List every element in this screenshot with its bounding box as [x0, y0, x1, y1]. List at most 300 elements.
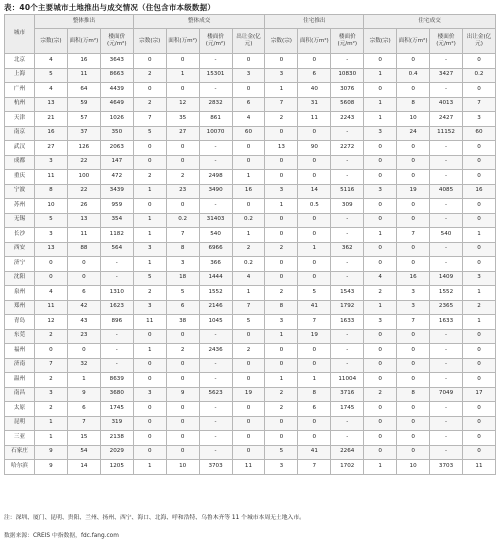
value-cell: 2 — [166, 170, 199, 185]
value-cell: - — [430, 416, 463, 431]
value-cell: 9 — [166, 387, 199, 402]
value-cell: 1 — [166, 68, 199, 83]
value-cell: 0 — [298, 431, 331, 446]
value-cell: 16 — [232, 184, 265, 199]
value-cell: 2 — [35, 402, 68, 417]
value-cell: 0 — [265, 213, 298, 228]
value-cell: 959 — [100, 199, 133, 214]
value-cell: 0 — [133, 373, 166, 388]
value-cell: 3 — [462, 271, 495, 286]
value-cell: - — [100, 271, 133, 286]
value-cell: 22 — [67, 184, 100, 199]
value-cell: 19 — [232, 387, 265, 402]
value-cell: 0 — [166, 54, 199, 69]
value-cell: 3 — [265, 184, 298, 199]
value-cell: 0 — [298, 344, 331, 359]
value-cell: 38 — [166, 315, 199, 330]
sub-header: 宗数(宗) — [133, 29, 166, 54]
value-cell: 4649 — [100, 97, 133, 112]
value-cell: 3 — [133, 242, 166, 257]
value-cell: 1552 — [199, 286, 232, 301]
value-cell: 0 — [265, 271, 298, 286]
table-row — [5, 402, 496, 417]
value-cell: 7 — [298, 315, 331, 330]
city-cell: 杭州 — [5, 97, 35, 112]
sub-header: 面积(万m²) — [397, 29, 430, 54]
sub-header: 面积(万m²) — [67, 29, 100, 54]
value-cell: - — [430, 170, 463, 185]
value-cell: 0 — [397, 141, 430, 156]
value-cell: 7 — [265, 97, 298, 112]
value-cell: 319 — [100, 416, 133, 431]
city-cell: 郑州 — [5, 300, 35, 315]
value-cell: 1 — [462, 228, 495, 243]
value-cell: 7 — [232, 300, 265, 315]
sub-header: 楼面价(元/m²) — [331, 29, 364, 54]
group-header: 整体成交 — [133, 15, 265, 29]
value-cell: 0 — [133, 83, 166, 98]
value-cell: 0 — [133, 358, 166, 373]
value-cell: 0 — [364, 329, 397, 344]
value-cell: - — [199, 445, 232, 460]
value-cell: 10 — [397, 112, 430, 127]
sub-header: 宗数(宗) — [35, 29, 68, 54]
value-cell: 11 — [232, 460, 265, 475]
value-cell: 0 — [364, 199, 397, 214]
value-cell: 6 — [67, 402, 100, 417]
value-cell: 0 — [298, 271, 331, 286]
value-cell: 0 — [166, 402, 199, 417]
value-cell: 0 — [364, 445, 397, 460]
value-cell: 13 — [35, 242, 68, 257]
value-cell: 0 — [462, 358, 495, 373]
value-cell: 0 — [462, 416, 495, 431]
value-cell: 3 — [364, 126, 397, 141]
table-row — [5, 460, 496, 475]
value-cell: 0 — [265, 126, 298, 141]
sub-header-row — [5, 29, 496, 54]
city-cell: 哈尔滨 — [5, 460, 35, 475]
value-cell: - — [430, 155, 463, 170]
value-cell: 7 — [67, 416, 100, 431]
value-cell: 4085 — [430, 184, 463, 199]
value-cell: 2 — [364, 387, 397, 402]
value-cell: 0 — [397, 54, 430, 69]
value-cell: 1 — [232, 228, 265, 243]
table-row — [5, 387, 496, 402]
value-cell: - — [430, 329, 463, 344]
value-cell: 0 — [462, 402, 495, 417]
value-cell: 2146 — [199, 300, 232, 315]
value-cell: 10 — [397, 460, 430, 475]
value-cell: 0 — [298, 416, 331, 431]
value-cell: - — [199, 373, 232, 388]
value-cell: 7 — [298, 460, 331, 475]
table-row — [5, 271, 496, 286]
value-cell: 6 — [298, 68, 331, 83]
value-cell: 4013 — [430, 97, 463, 112]
city-cell: 三亚 — [5, 431, 35, 446]
value-cell: 0 — [364, 170, 397, 185]
value-cell: - — [100, 358, 133, 373]
value-cell: 0.2 — [232, 213, 265, 228]
table-row — [5, 416, 496, 431]
value-cell: 0 — [462, 344, 495, 359]
value-cell: 1 — [232, 286, 265, 301]
value-cell: 1543 — [331, 286, 364, 301]
value-cell: 90 — [298, 141, 331, 156]
city-cell: 重庆 — [5, 170, 35, 185]
value-cell: 2 — [166, 344, 199, 359]
value-cell: 10830 — [331, 68, 364, 83]
value-cell: 2 — [35, 329, 68, 344]
value-cell: 11 — [67, 68, 100, 83]
value-cell: 0 — [166, 83, 199, 98]
value-cell: - — [430, 373, 463, 388]
value-cell: 0 — [133, 445, 166, 460]
value-cell: - — [199, 199, 232, 214]
city-cell: 东莞 — [5, 329, 35, 344]
value-cell: 2 — [232, 344, 265, 359]
value-cell: 0 — [397, 242, 430, 257]
value-cell: 0 — [364, 213, 397, 228]
value-cell: 2365 — [430, 300, 463, 315]
value-cell: 21 — [35, 112, 68, 127]
value-cell: - — [100, 257, 133, 272]
value-cell: 5 — [166, 286, 199, 301]
value-cell: 1 — [462, 315, 495, 330]
value-cell: 0 — [364, 402, 397, 417]
value-cell: 0 — [364, 141, 397, 156]
value-cell: 1 — [364, 228, 397, 243]
value-cell: 0 — [397, 83, 430, 98]
value-cell: 5 — [35, 68, 68, 83]
city-cell: 西安 — [5, 242, 35, 257]
value-cell: - — [331, 344, 364, 359]
value-cell: 0 — [397, 155, 430, 170]
value-cell: 5 — [133, 271, 166, 286]
value-cell: 0 — [265, 416, 298, 431]
value-cell: 2138 — [100, 431, 133, 446]
value-cell: 0 — [35, 344, 68, 359]
value-cell: 4 — [232, 271, 265, 286]
table-row — [5, 184, 496, 199]
value-cell: 0 — [133, 141, 166, 156]
value-cell: 0 — [462, 141, 495, 156]
value-cell: 309 — [331, 199, 364, 214]
table-row — [5, 126, 496, 141]
value-cell: - — [331, 155, 364, 170]
value-cell: 1792 — [331, 300, 364, 315]
value-cell: 6 — [67, 286, 100, 301]
value-cell: 12 — [35, 315, 68, 330]
value-cell: 5 — [133, 126, 166, 141]
value-cell: 1 — [265, 199, 298, 214]
value-cell: 40 — [298, 83, 331, 98]
value-cell: 3 — [35, 387, 68, 402]
value-cell: 13 — [67, 213, 100, 228]
value-cell: 11 — [35, 300, 68, 315]
value-cell: 13 — [265, 141, 298, 156]
value-cell: 2 — [232, 242, 265, 257]
value-cell: 11 — [67, 228, 100, 243]
value-cell: 6 — [232, 97, 265, 112]
value-cell: 3490 — [199, 184, 232, 199]
value-cell: 0 — [397, 431, 430, 446]
value-cell: - — [331, 228, 364, 243]
group-header: 住宅推出 — [265, 15, 364, 29]
value-cell: - — [199, 141, 232, 156]
city-header: 城市 — [5, 15, 35, 54]
value-cell: 11152 — [430, 126, 463, 141]
value-cell: - — [331, 213, 364, 228]
value-cell: 1633 — [331, 315, 364, 330]
value-cell: 5 — [35, 213, 68, 228]
value-cell: 2 — [364, 286, 397, 301]
value-cell: 37 — [67, 126, 100, 141]
table-row — [5, 358, 496, 373]
value-cell: 0 — [166, 373, 199, 388]
value-cell: 1 — [265, 329, 298, 344]
value-cell: 362 — [331, 242, 364, 257]
value-cell: 0 — [364, 344, 397, 359]
value-cell: 11 — [35, 170, 68, 185]
value-cell: - — [100, 344, 133, 359]
city-cell: 上海 — [5, 68, 35, 83]
value-cell: - — [331, 358, 364, 373]
value-cell: 42 — [67, 300, 100, 315]
value-cell: 0.2 — [232, 257, 265, 272]
value-cell: 15 — [67, 431, 100, 446]
value-cell: 1 — [364, 300, 397, 315]
sub-header: 宗数(宗) — [265, 29, 298, 54]
value-cell: 3 — [364, 315, 397, 330]
value-cell: 0 — [364, 155, 397, 170]
value-cell: 1 — [133, 460, 166, 475]
value-cell: 861 — [199, 112, 232, 127]
value-cell: 3427 — [430, 68, 463, 83]
value-cell: 1 — [67, 373, 100, 388]
table-row — [5, 97, 496, 112]
value-cell: 8 — [35, 184, 68, 199]
value-cell: 57 — [67, 112, 100, 127]
value-cell: 3 — [35, 228, 68, 243]
value-cell: 0 — [364, 358, 397, 373]
value-cell: 1552 — [430, 286, 463, 301]
value-cell: 1745 — [331, 402, 364, 417]
value-cell: 0.4 — [397, 68, 430, 83]
value-cell: 0 — [364, 373, 397, 388]
value-cell: 9 — [35, 445, 68, 460]
value-cell: 1 — [35, 431, 68, 446]
value-cell: 2 — [265, 286, 298, 301]
value-cell: 8 — [397, 97, 430, 112]
table-row — [5, 431, 496, 446]
value-cell: - — [430, 431, 463, 446]
value-cell: 2 — [265, 387, 298, 402]
value-cell: 1026 — [100, 112, 133, 127]
value-cell: 0 — [133, 329, 166, 344]
table-header — [5, 15, 496, 54]
value-cell: 6966 — [199, 242, 232, 257]
value-cell: - — [199, 402, 232, 417]
value-cell: 2 — [265, 242, 298, 257]
value-cell: 1444 — [199, 271, 232, 286]
value-cell: - — [430, 213, 463, 228]
table-title: 表：40个主要城市土地推出与成交情况（住包含市本级数据） — [4, 3, 216, 12]
city-cell: 沈阳 — [5, 271, 35, 286]
value-cell: 7049 — [430, 387, 463, 402]
value-cell: 0 — [397, 344, 430, 359]
value-cell: 126 — [67, 141, 100, 156]
value-cell: 0 — [298, 228, 331, 243]
value-cell: - — [430, 199, 463, 214]
value-cell: - — [199, 54, 232, 69]
sub-header: 面积(万m²) — [166, 29, 199, 54]
value-cell: - — [331, 54, 364, 69]
value-cell: 3 — [397, 286, 430, 301]
value-cell: 354 — [100, 213, 133, 228]
value-cell: 3 — [265, 460, 298, 475]
value-cell: 2063 — [100, 141, 133, 156]
value-cell: 2 — [133, 286, 166, 301]
value-cell: - — [430, 257, 463, 272]
value-cell: 350 — [100, 126, 133, 141]
value-cell: 0 — [462, 373, 495, 388]
value-cell: 41 — [298, 445, 331, 460]
value-cell: 0 — [298, 54, 331, 69]
table-row — [5, 112, 496, 127]
value-cell: 0 — [67, 344, 100, 359]
value-cell: 0 — [397, 402, 430, 417]
value-cell: 0 — [298, 358, 331, 373]
value-cell: 0 — [232, 199, 265, 214]
value-cell: 8639 — [100, 373, 133, 388]
value-cell: 3 — [232, 68, 265, 83]
value-cell: 0 — [397, 373, 430, 388]
value-cell: 2 — [265, 112, 298, 127]
value-cell: 1 — [232, 170, 265, 185]
value-cell: 1 — [462, 286, 495, 301]
value-cell: 7 — [397, 315, 430, 330]
value-cell: 8663 — [100, 68, 133, 83]
value-cell: 0 — [265, 228, 298, 243]
value-cell: 54 — [67, 445, 100, 460]
value-cell: - — [331, 126, 364, 141]
value-cell: 0 — [462, 170, 495, 185]
value-cell: 0 — [232, 402, 265, 417]
value-cell: 1 — [133, 257, 166, 272]
city-cell: 泉州 — [5, 286, 35, 301]
value-cell: 0 — [232, 431, 265, 446]
value-cell: 0 — [166, 141, 199, 156]
value-cell: 0 — [232, 445, 265, 460]
value-cell: 0 — [133, 155, 166, 170]
value-cell: 43 — [67, 315, 100, 330]
value-cell: 0 — [35, 271, 68, 286]
value-cell: 4 — [35, 83, 68, 98]
value-cell: 0 — [265, 358, 298, 373]
value-cell: 0 — [166, 358, 199, 373]
value-cell: 1623 — [100, 300, 133, 315]
table-row — [5, 329, 496, 344]
sub-header: 楼面价(元/m²) — [430, 29, 463, 54]
value-cell: 1702 — [331, 460, 364, 475]
value-cell: 19 — [298, 329, 331, 344]
group-header: 住宅成交 — [364, 15, 496, 29]
value-cell: 3 — [133, 387, 166, 402]
value-cell: - — [100, 329, 133, 344]
city-cell: 长沙 — [5, 228, 35, 243]
city-cell: 石家庄 — [5, 445, 35, 460]
value-cell: 11 — [298, 112, 331, 127]
sub-header: 楼面价(元/m²) — [100, 29, 133, 54]
value-cell: 3716 — [331, 387, 364, 402]
city-cell: 广州 — [5, 83, 35, 98]
value-cell: 0 — [232, 155, 265, 170]
value-cell: 0 — [232, 329, 265, 344]
value-cell: 0 — [35, 257, 68, 272]
value-cell: 3 — [35, 155, 68, 170]
value-cell: 0 — [397, 170, 430, 185]
value-cell: 1 — [265, 373, 298, 388]
value-cell: 59 — [67, 97, 100, 112]
value-cell: 2832 — [199, 97, 232, 112]
value-cell: 5623 — [199, 387, 232, 402]
value-cell: 0 — [364, 257, 397, 272]
table-row — [5, 315, 496, 330]
city-cell: 苏州 — [5, 199, 35, 214]
value-cell: 0 — [462, 242, 495, 257]
value-cell: 7 — [462, 97, 495, 112]
sub-header: 出让金(亿元) — [462, 29, 495, 54]
value-cell: 0 — [133, 199, 166, 214]
value-cell: 1409 — [430, 271, 463, 286]
value-cell: - — [199, 83, 232, 98]
value-cell: 0.5 — [298, 199, 331, 214]
value-cell: 366 — [199, 257, 232, 272]
city-cell: 天津 — [5, 112, 35, 127]
value-cell: 0 — [298, 213, 331, 228]
value-cell: - — [199, 329, 232, 344]
table-row — [5, 170, 496, 185]
value-cell: 0 — [364, 83, 397, 98]
value-cell: 0 — [364, 242, 397, 257]
value-cell: 1 — [364, 68, 397, 83]
table-row — [5, 199, 496, 214]
value-cell: 2 — [35, 373, 68, 388]
value-cell: 9 — [67, 387, 100, 402]
value-cell: 0 — [232, 83, 265, 98]
city-cell: 福州 — [5, 344, 35, 359]
value-cell: 0 — [397, 416, 430, 431]
value-cell: 8 — [298, 387, 331, 402]
value-cell: 16 — [67, 54, 100, 69]
sub-header: 出让金(亿元) — [232, 29, 265, 54]
value-cell: 2029 — [100, 445, 133, 460]
value-cell: 0 — [364, 431, 397, 446]
value-cell: - — [331, 431, 364, 446]
value-cell: 9 — [35, 460, 68, 475]
value-cell: 12 — [166, 97, 199, 112]
group-header: 整体推出 — [35, 15, 134, 29]
value-cell: 0 — [166, 329, 199, 344]
value-cell: 31 — [298, 97, 331, 112]
value-cell: 1182 — [100, 228, 133, 243]
city-cell: 昆明 — [5, 416, 35, 431]
group-header-row — [5, 15, 496, 29]
value-cell: - — [430, 141, 463, 156]
